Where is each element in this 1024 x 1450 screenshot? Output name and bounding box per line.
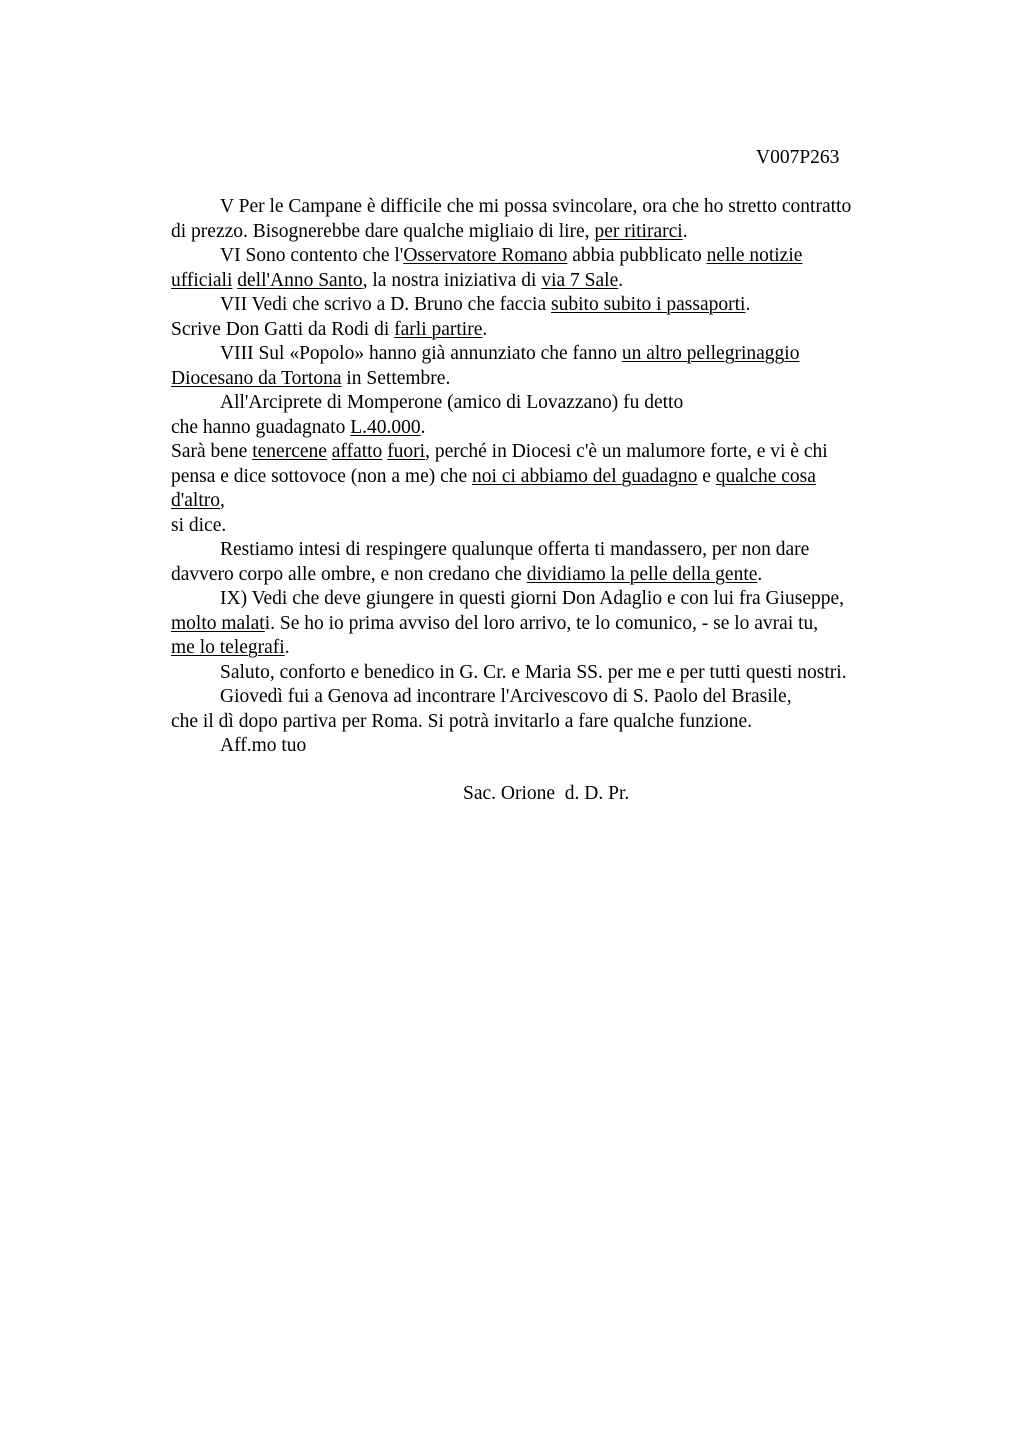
text-segment: . [618,269,624,291]
text-line [171,293,911,318]
underlined-text: dell'Anno Santo [237,269,363,291]
text-line [171,734,911,759]
underlined-text: fuori [387,441,426,462]
text-segment: e [697,465,716,487]
text-segment: Saluto, conforto e benedico in G. Cr. e Maria SS. per me e per tutti questi nostri. [220,661,847,683]
text-segment: , perché in Diocesi c'è un malumore forte, e vi è chi [425,441,828,462]
text-segment: . [284,637,290,658]
text-line [171,612,911,637]
text-segment: pensa e dice sottovoce (non a me) che [171,465,473,487]
underlined-text: nelle notizie [706,245,803,266]
text-segment: VI Sono contento che l' [220,245,404,266]
text-line [171,440,911,465]
text-line [171,342,911,367]
underlined-text: Osservatore Romano [403,245,568,266]
text-segment: che hanno guadagnato [171,416,351,438]
text-segment: davvero corpo alle ombre, e non credano che [171,563,527,585]
text-segment: abbia pubblicato [567,245,707,266]
text-segment: di prezzo. Bisognerebbe dare qualche migliaio di lire, [171,220,595,242]
text-line [171,661,911,686]
text-line [171,367,911,392]
text-segment: Restiamo intesi di respingere qualunque offerta ti mandassero, per non dare [220,539,810,560]
text-line [171,269,911,294]
text-line [171,710,911,735]
text-line [171,587,911,612]
text-segment: . [757,563,763,585]
text-line [171,318,911,343]
underlined-text: molto malat [171,612,265,634]
text-segment: . [482,318,488,340]
letter-body [171,195,911,759]
underlined-text: un altro pellegrinaggio [621,343,800,364]
text-segment: . [420,416,426,438]
text-line [171,416,911,441]
text-segment: in Settembre. [341,367,451,389]
underlined-text: per ritirarci [594,220,683,242]
text-segment: VIII Sul «Popolo» hanno già annunziato che fanno [220,343,622,364]
underlined-text: dividiamo la pelle della gente [526,563,758,585]
text-segment: che il dì dopo partiva per Roma. Si potrà invitarlo a fare qualche funzione. [171,710,753,732]
text-line [171,636,911,661]
page-code: V007P263 [756,147,840,168]
underlined-text: L.40.000 [350,416,421,438]
text-segment: Scrive Don Gatti da Rodi di [171,318,395,340]
underlined-text: subito subito i passaporti [551,294,746,315]
text-line [171,465,911,490]
text-line [171,195,911,220]
text-line [171,514,911,539]
underlined-text: via 7 Sale [541,269,619,291]
text-segment: VII Vedi che scrivo a D. Bruno che faccia [220,294,552,315]
text-segment: V Per le Campane è difficile che mi possa svincolare, ora che ho stretto contratto [220,196,852,217]
text-segment: , [220,490,225,511]
underlined-text: affatto [331,441,383,462]
text-segment: i. Se ho io prima avviso del loro arrivo, te lo comunico, - se lo avrai tu, [264,612,819,634]
text-line [171,685,911,710]
text-line [171,244,911,269]
text-line [171,391,911,416]
underlined-text: qualche cosa [715,465,816,487]
text-segment: IX) Vedi che deve giungere in questi giorni Don Adaglio e con lui fra Giuseppe, [220,588,845,609]
text-segment: Aff.mo tuo [220,735,307,756]
text-segment: Sarà bene [171,441,253,462]
text-line [171,563,911,588]
underlined-text: d'altro [171,490,220,511]
text-segment: si dice. [171,514,227,536]
underlined-text: ufficiali [171,269,233,291]
text-line [171,220,911,245]
text-segment: All'Arciprete di Momperone (amico di Lovazzano) fu detto [220,392,684,413]
signature: Sac. Orione d. D. Pr. [463,783,630,804]
underlined-text: noi ci abbiamo del guadagno [472,465,698,487]
text-segment: , la nostra iniziativa di [362,269,542,291]
text-line [171,489,911,514]
text-line [171,538,911,563]
text-segment: . [682,220,688,242]
text-segment: Giovedì fui a Genova ad incontrare l'Arcivescovo di S. Paolo del Brasile, [220,686,792,707]
underlined-text: tenercene [252,441,327,462]
underlined-text: me lo telegrafi [171,637,285,658]
underlined-text: Diocesano da Tortona [171,367,342,389]
underlined-text: farli partire [394,318,483,340]
text-segment: . [745,294,751,315]
